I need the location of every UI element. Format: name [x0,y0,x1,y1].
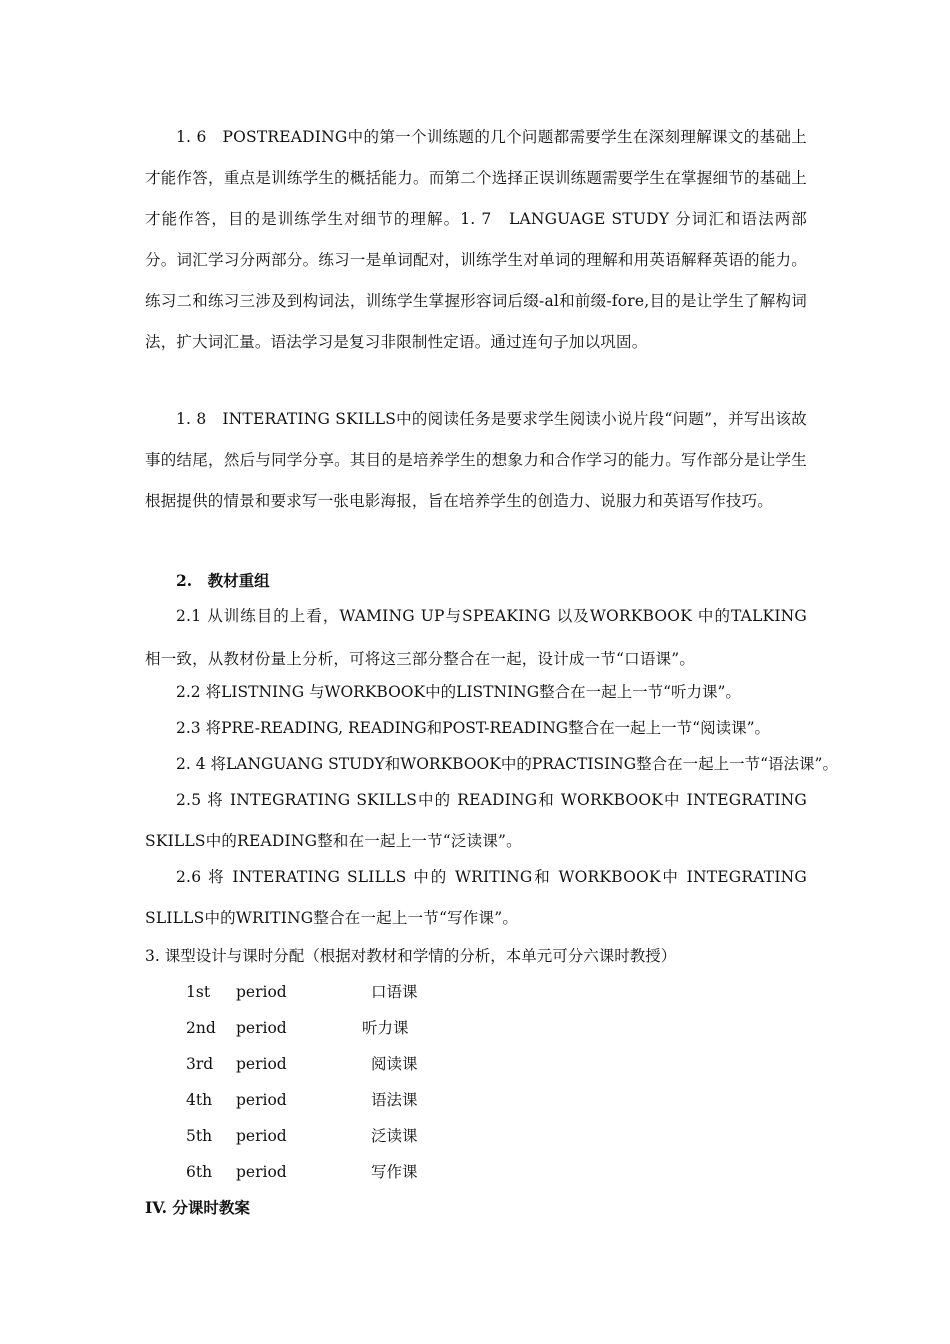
period-ordinal: 5th [186,1127,213,1145]
paragraph-2-2: 2.2 将LISTNING 与WORKBOOK中的LISTNING整合在一起上一节“听力课”。 [176,683,741,701]
period-word: period [236,1019,287,1037]
period-ordinal: 3rd [186,1055,214,1073]
period-word: period [236,983,287,1001]
section-2-heading: 2. 教材重组 [176,571,270,590]
period-ordinal: 2nd [186,1019,216,1037]
paragraph-2-1: 2.1 从训练目的上看，WAMING UP与SPEAKING 以及WORKBOOK 中的TALKING相一致，从教材份量上分析，可将这三部分整合在一起，设计成一节“口语课”。 [145,607,807,668]
period-row [186,1124,418,1148]
paragraph-1-8: 1. 8 INTERATING SKILLS中的阅读任务是要求学生阅读小说片段“问题”，并写出该故事的结尾，然后与同学分享。其目的是培养学生的想象力和合作学习的能力。写作部分是让学生根据提供的情景和要求写一张电影海报，旨在培养学生的创造力、说服力和英语写作技巧。 [145,410,807,510]
paragraph-2-5: 2.5 将 INTEGRATING SKILLS中的 READING和 WORKBOOK中 INTEGRATING SKILLS中的READING整和在一起上一节“泛读课”。 [145,791,807,850]
period-lesson: 阅读课 [371,1055,418,1073]
paragraph-1-6: 1. 6 POSTREADING中的第一个训练题的几个问题都需要学生在深刻理解课文的基础上才能作答，重点是训练学生的概括能力。而第二个选择正误训练题需要学生在掌握细节的基础上才能作答，目的是训练学生对细节的理解。1. 7 LANGUAGE STUDY 分词汇和语法两部分。词汇学习分两部分。练习一是单词配对，训练学生对单词的理解和用英语解释英语的能力。练习二和练习三涉及到构词法，训练学生掌握形容词后缀-al和前缀-fore,目的是让学生了解构词法，扩大词汇量。语法学习是复习非限制性定语。通过连句子加以巩固。 [145,128,807,351]
period-row [186,1052,418,1076]
paragraph-2-4: 2. 4 将LANGUANG STUDY和WORKBOOK中的PRACTISING整合在一起上一节“语法课”。 [176,755,838,773]
period-ordinal: 4th [186,1091,213,1109]
period-lesson: 语法课 [371,1091,418,1109]
period-row [186,1160,418,1184]
section-4-heading: IV. 分课时教案 [145,1198,250,1217]
period-ordinal: 1st [186,983,211,1001]
period-ordinal: 6th [186,1163,213,1181]
period-word: period [236,1163,287,1181]
period-word: period [236,1091,287,1109]
paragraph-2-3: 2.3 将PRE-READING, READING和POST-READING整合在一起上一节“阅读课”。 [176,719,771,737]
period-row [186,1088,418,1112]
period-lesson: 口语课 [371,983,418,1001]
period-lesson: 听力课 [362,1019,409,1037]
period-word: period [236,1055,287,1073]
period-row [186,980,418,1004]
paragraph-2-6: 2.6 将 INTERATING SLILLS 中的 WRITING和 WORKBOOK中 INTEGRATING SLILLS中的WRITING整合在一起上一节“写作课”。 [145,868,807,927]
period-word: period [236,1127,287,1145]
section-3-heading: 3. 课型设计与课时分配（根据对教材和学情的分析，本单元可分六课时教授） [145,947,677,965]
period-lesson: 泛读课 [371,1127,418,1145]
period-lesson: 写作课 [371,1163,418,1181]
period-row [186,1016,409,1040]
